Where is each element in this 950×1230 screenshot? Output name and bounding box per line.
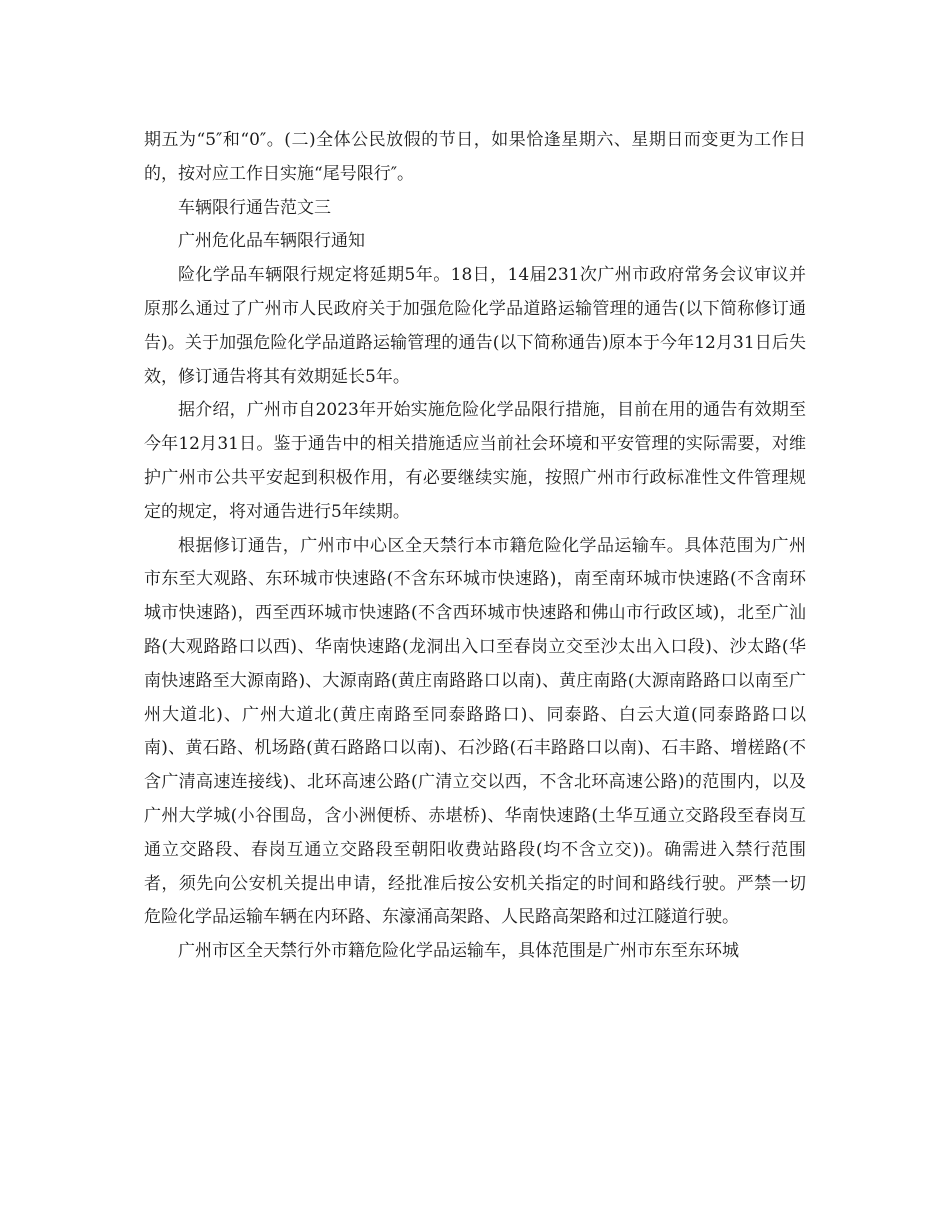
section-heading: 车辆限行通告范文三 [178, 197, 331, 218]
paragraph-introduction: 据介绍，广州市自2023年开始实施危险化学品限行措施，目前在用的通告有效期至今年12月31日。鉴于通告中的相关措施适应当前社会环境和平安管理的实际需要，对维护广州市公共平安起到积极作用，有必要继续实施，按照广州市行政标准性文件管理规定的规定，将对通告进行5年续期。 [144, 400, 806, 522]
paragraph-local-restriction: 根据修订通告，广州市中心区全天禁行本市籍危险化学品运输车。具体范围为广州市东至大观路、东环城市快速路(不含东环城市快速路)，南至南环城市快速路(不含南环城市快速路)，西至西环城市快速路(不含西环城市快速路和佛山市行政区域)，北至广汕路(大观路路口以西)、华南快速路(龙洞出入口至春岗立交至沙太出入口段)、沙太路(华南快速路至大源南路)、大源南路(黄庄南路路口以南)、黄庄南路(大源南路路口以南至广州大道北)、广州大道北(黄庄南路至同泰路路口)、同泰路、白云大道(同泰路路口以南)、黄石路、机场路(黄石路路口以南)、石沙路(石丰路路口以南)、石丰路、增槎路(不含广清高速连接线)、北环高速公路(广清立交以西，不含北环高速公路)的范围内，以及广州大学城(小谷围岛，含小洲便桥、赤堪桥)、华南快速路(土华互通立交路段至春岗互通立交路段、春岗互通立交路段至朝阳收费站路段(均不含立交))。确需进入禁行范围者，须先向公安机关提出申请，经批准后按公安机关指定的时间和路线行驶。严禁一切危险化学品运输车辆在内环路、东濠涌高架路、人民路高架路和过江隧道行驶。 [144, 535, 806, 928]
paragraph-external-restriction: 广州市区全天禁行外市籍危险化学品运输车，具体范围是广州市东至东环城 [178, 941, 739, 962]
document-page [144, 124, 806, 969]
notice-title: 广州危化品车辆限行通知 [178, 231, 365, 252]
paragraph-continuation: 期五为“5″和“0″。(二)全体公民放假的节日，如果恰逢星期六、星期日而变更为工作日的，按对应工作日实施“尾号限行″。 [144, 130, 806, 184]
paragraph-extension: 险化学品车辆限行规定将延期5年。18日，14届231次广州市政府常务会议审议并原那么通过了广州市人民政府关于加强危险化学品道路运输管理的通告(以下简称修订通告)。关于加强危险化学品道路运输管理的通告(以下简称通告)原本于今年12月31日后失效，修订通告将其有效期延长5年。 [144, 265, 806, 387]
